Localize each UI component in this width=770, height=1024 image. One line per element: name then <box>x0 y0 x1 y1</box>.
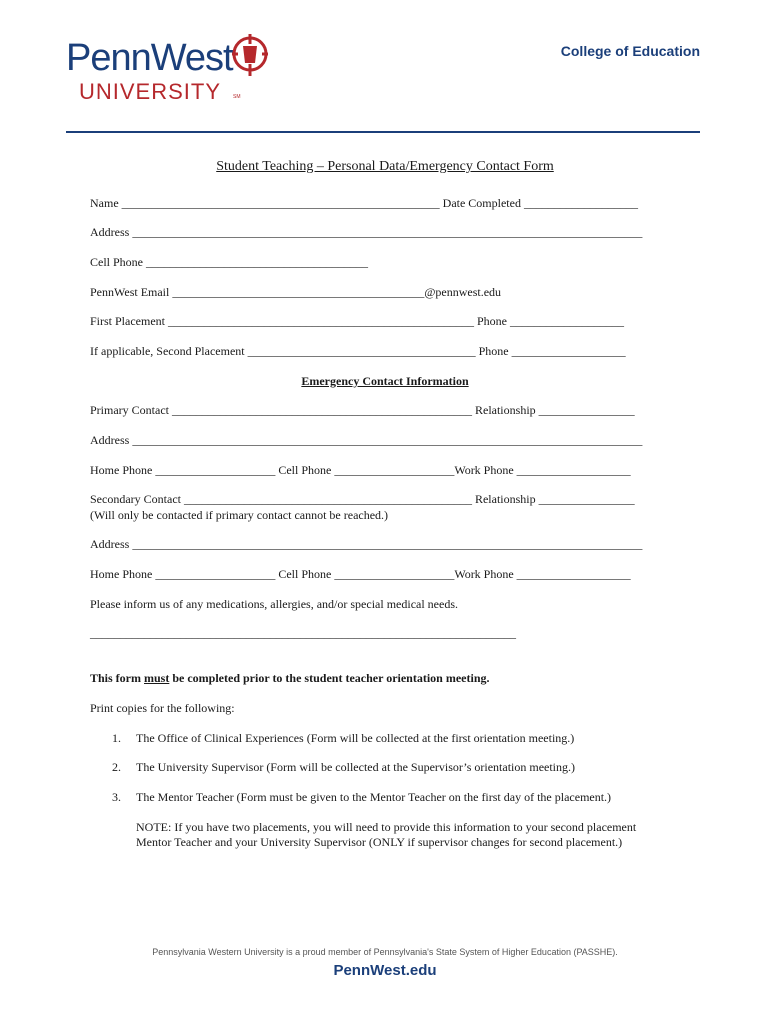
must-complete-notice: This form must be completed prior to the student teacher orientation meeting. <box>90 671 490 685</box>
address-field: Address _____________________________________________________________________________________ <box>90 225 643 239</box>
print-copies-label: Print copies for the following: <box>90 701 235 715</box>
must-emphasis: must <box>144 671 170 685</box>
name-field: Name _____________________________________________________ Date Completed ___________________ <box>90 196 638 210</box>
first-placement-field: First Placement ___________________________________________________ Phone ___________________ <box>90 314 624 328</box>
logo-university: UNIVERSITY <box>79 79 222 104</box>
footer-url-link[interactable]: PennWest.edu <box>333 962 437 979</box>
primary-phones-field: Home Phone ____________________ Cell Phone ____________________Work Phone ___________________ <box>90 463 631 477</box>
note-line-2: Mentor Teacher and your University Supervisor (ONLY if supervisor changes for second placement.) <box>136 835 623 849</box>
footer-member-text: Pennsylvania Western University is a proud member of Pennsylvania's State System of Higher Education (PASSHE). <box>152 947 618 957</box>
list-item: 3. The Mentor Teacher (Form must be given to the Mentor Teacher on the first day of the placement.) <box>112 790 612 804</box>
secondary-address-field: Address _____________________________________________________________________________________ <box>90 537 643 551</box>
secondary-contact-field: Secondary Contact ________________________________________________ Relationship ________________ <box>90 492 635 506</box>
medical-prompt: Please inform us of any medications, allergies, and/or special medical needs. <box>90 597 458 611</box>
secondary-note: (Will only be contacted if primary contact cannot be reached.) <box>90 508 389 522</box>
form-title: Student Teaching – Personal Data/Emergency Contact Form <box>216 159 554 174</box>
emergency-heading: Emergency Contact Information <box>301 374 469 388</box>
email-field: PennWest Email __________________________________________@pennwest.edu <box>90 285 502 299</box>
note-line-1: NOTE: If you have two placements, you will need to provide this information to your second placement <box>136 820 637 834</box>
primary-address-field: Address _____________________________________________________________________________________ <box>90 433 643 447</box>
college-name: College of Education <box>560 43 700 59</box>
cell-phone-field: Cell Phone _____________________________________ <box>90 255 368 269</box>
logo-pennwest: PennWest <box>66 37 233 79</box>
medical-blank: _______________________________________________________________________ <box>90 626 516 640</box>
logo-sm-mark: SM <box>233 94 241 100</box>
list-item: 1. The Office of Clinical Experiences (Form will be collected at the first orientation meeting.) <box>112 731 575 745</box>
second-placement-field: If applicable, Second Placement ______________________________________ Phone ___________________ <box>90 344 626 358</box>
header-divider <box>66 131 700 133</box>
list-item: 2. The University Supervisor (Form will be collected at the Supervisor’s orientation meeting.) <box>112 760 576 774</box>
secondary-phones-field: Home Phone ____________________ Cell Phone ____________________Work Phone ___________________ <box>90 567 631 581</box>
keystone-icon <box>228 32 272 80</box>
primary-contact-field: Primary Contact __________________________________________________ Relationship ________________ <box>90 403 635 417</box>
